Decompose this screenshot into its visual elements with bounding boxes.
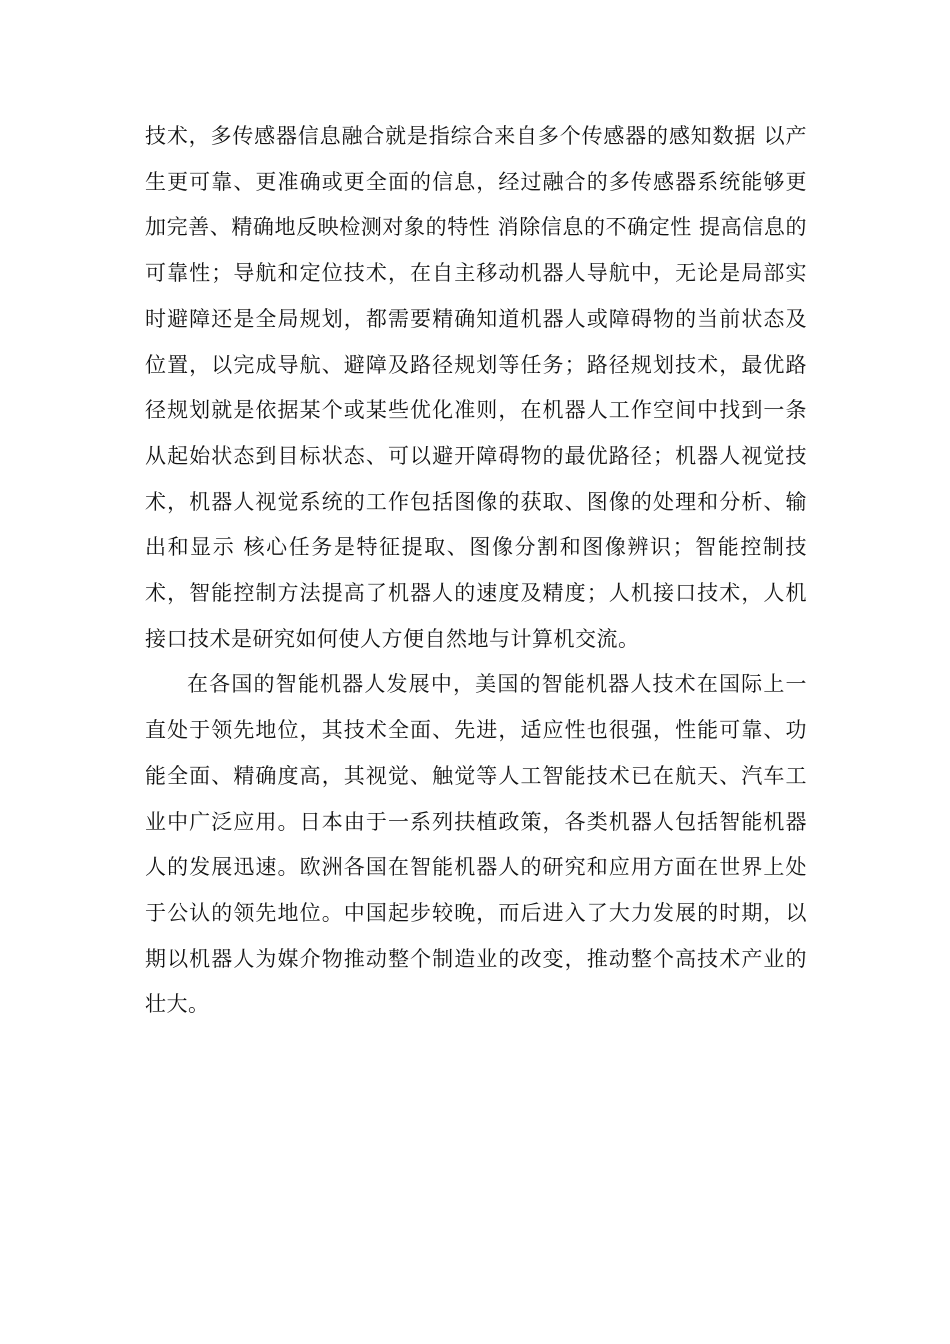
paragraph-continuation: 技术，多传感器信息融合就是指综合来自多个传感器的感知数据 以产生更可靠、更准确或更全面的信息，经过融合的多传感器系统能够更加完善、精确地反映检测对象的特性 消除信息的不确定性 提高信息的可靠性；导航和定位技术，在自主移动机器人导航中，无论是局部实时避障还是全局规划，都需要精确知道机器人或障碍物的当前状态及位置，以完成导航、避障及路径规划等任务；路径规划技术，最优路径规划就是依据某个或某些优化准则，在机器人工作空间中找到一条从起始状态到目标状态、可以避开障碍物的最优路径；机器人视觉技术，机器人视觉系统的工作包括图像的获取、图像的处理和分析、输出和显示 核心任务是特征提取、图像分割和图像辨识；智能控制技术，智能控制方法提高了机器人的速度及精度；人机接口技术，人机接口技术是研究如何使人方便自然地与计算机交流。 bbox=[145, 124, 807, 651]
document-body bbox=[145, 114, 807, 1028]
paragraph-international-development: 在各国的智能机器人发展中，美国的智能机器人技术在国际上一直处于领先地位，其技术全面、先进，适应性也很强，性能可靠、功能全面、精确度高，其视觉、触觉等人工智能技术已在航天、汽车工业中广泛应用。日本由于一系列扶植政策，各类机器人包括智能机器人的发展迅速。欧洲各国在智能机器人的研究和应用方面在世界上处于公认的领先地位。中国起步较晚，而后进入了大力发展的时期，以期以机器人为媒介物推动整个制造业的改变，推动整个高技术产业的壮大。 bbox=[145, 672, 807, 1017]
